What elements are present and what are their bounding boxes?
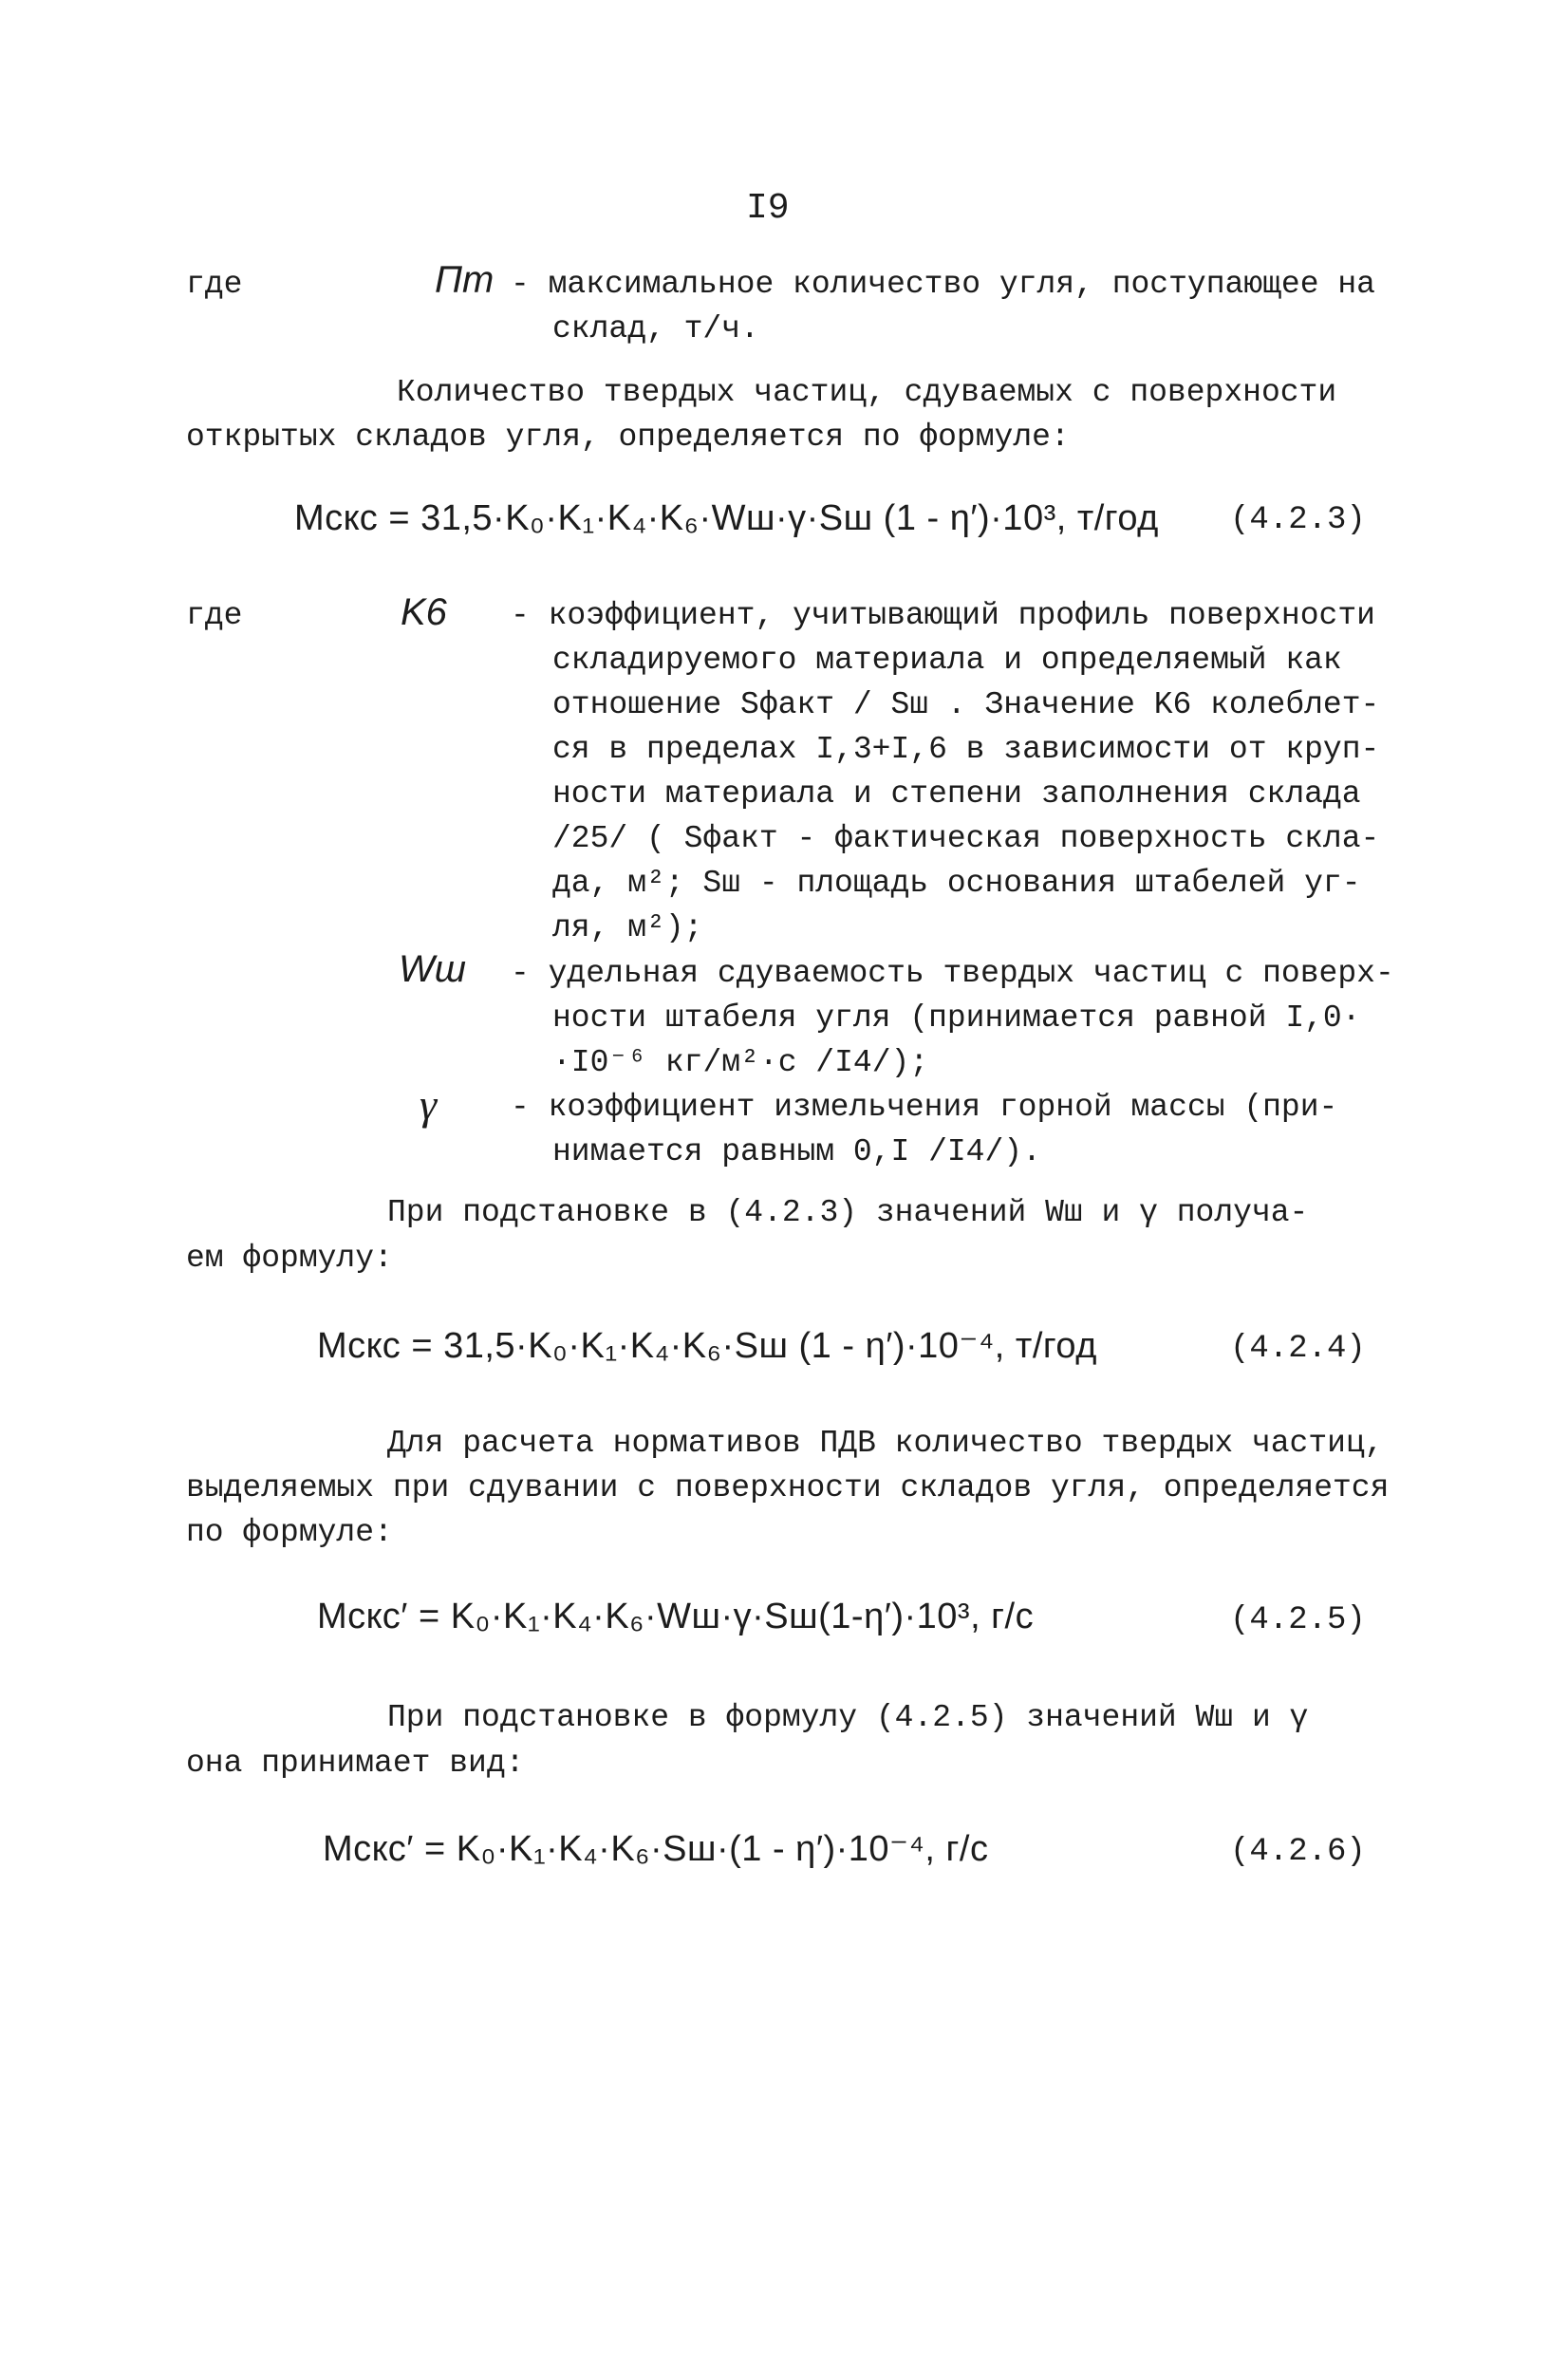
- formula-4-2-6: Mскc′ = K₀·K₁·K₄·K₆·Sш·(1 - η′)·10⁻⁴, г/с: [323, 1829, 989, 1869]
- para2-line: При подстановке в (4.2.3) значений Wш и γ получа-: [387, 1195, 1309, 1230]
- eqno-4-2-5: (4.2.5): [1230, 1602, 1366, 1638]
- def-pt-text: [511, 262, 1375, 351]
- def-pt-line: склад, т/ч.: [552, 311, 759, 346]
- def-pt-line: - максимальное количество угля, поступающее на: [511, 267, 1375, 302]
- def-wsh-line: ности штабеля угля (принимается равной I,0·: [552, 1000, 1361, 1036]
- para2-line: ем формулу:: [186, 1241, 393, 1276]
- symbol-pt: Пт: [435, 259, 495, 301]
- symbol-wsh: Wш: [399, 948, 466, 990]
- where-label-2: где: [186, 598, 243, 633]
- para3-line: выделяемых при сдувании с поверхности складов угля, определяется: [186, 1470, 1390, 1505]
- para1-line: Количество твердых частиц, сдуваемых с поверхности: [397, 375, 1337, 410]
- def-wsh-line: - удельная сдуваемость твердых частиц с поверх-: [511, 956, 1394, 991]
- def-gamma-text: [511, 1085, 1346, 1174]
- para4-line: При подстановке в формулу (4.2.5) значений Wш и γ: [387, 1700, 1309, 1735]
- def-k6-line: да, м²; Sш - площадь основания штабелей уг-: [552, 866, 1361, 901]
- eqno-4-2-6: (4.2.6): [1230, 1834, 1366, 1870]
- def-gamma-line: - коэффициент измельчения горной массы (при-: [511, 1090, 1338, 1125]
- def-gamma-line: нимается равным 0,I /I4/).: [552, 1134, 1041, 1169]
- def-k6-line: /25/ ( Sфакт - фактическая поверхность скла-: [552, 821, 1380, 856]
- page-number: I9: [746, 188, 790, 229]
- formula-4-2-3: Mскc = 31,5·K₀·K₁·K₄·K₆·Wш·γ·Sш (1 - η′)·10³, т/год: [294, 498, 1159, 538]
- eqno-4-2-3: (4.2.3): [1230, 502, 1366, 538]
- para4-line: она принимает вид:: [186, 1746, 525, 1781]
- symbol-gamma: γ: [420, 1080, 438, 1129]
- def-k6-line: ля, м²);: [552, 910, 703, 945]
- formula-4-2-5: Mскc′ = K₀·K₁·K₄·K₆·Wш·γ·Sш(1-η′)·10³, г/с: [317, 1597, 1035, 1636]
- para1-line: открытых складов угля, определяется по формуле:: [186, 420, 1070, 455]
- symbol-k6: K6: [401, 591, 447, 633]
- eqno-4-2-4: (4.2.4): [1230, 1331, 1366, 1367]
- def-k6-line: ности материала и степени заполнения склада: [552, 776, 1361, 812]
- formula-4-2-4: Mскc = 31,5·K₀·K₁·K₄·K₆·Sш (1 - η′)·10⁻⁴, т/год: [317, 1326, 1097, 1366]
- para3-line: по формуле:: [186, 1515, 393, 1550]
- where-label: где: [186, 267, 243, 302]
- para3-line: Для расчета нормативов ПДВ количество твердых частиц,: [387, 1426, 1384, 1461]
- def-k6-line: складируемого материала и определяемый как: [552, 643, 1342, 678]
- def-k6-text: [511, 593, 1380, 950]
- def-k6-line: отношение Sфакт / Sш . Значение K6 колеблет-: [552, 687, 1380, 722]
- def-wsh-line: ·I0⁻⁶ кг/м²·с /I4/);: [552, 1045, 929, 1080]
- def-k6-line: ся в пределах I,3+I,6 в зависимости от круп-: [552, 732, 1380, 767]
- def-wsh-text: [511, 951, 1394, 1085]
- def-k6-line: - коэффициент, учитывающий профиль поверхности: [511, 598, 1375, 633]
